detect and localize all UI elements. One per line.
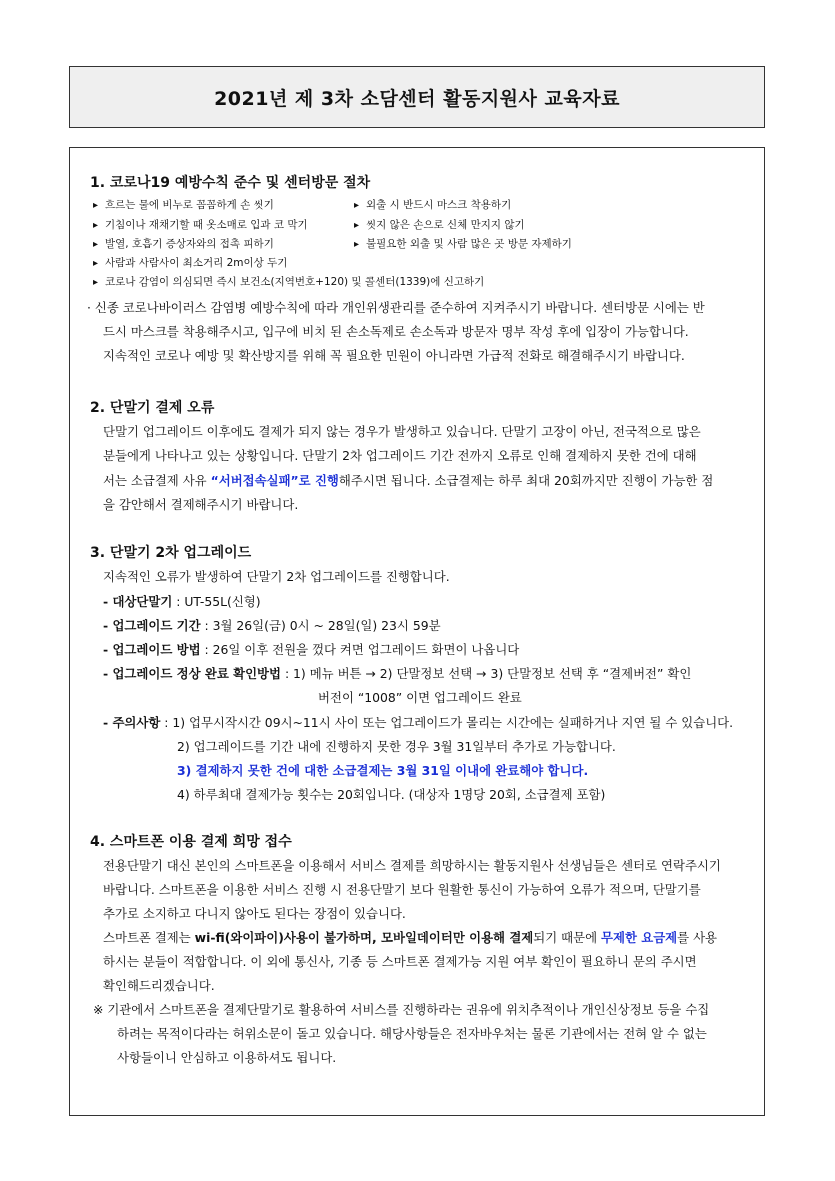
section-2-heading: 2. 단말기 결제 오류	[90, 400, 215, 416]
bullet-item: ▸ 코로나 감염이 의심되면 즉시 보건소(지역번호+120) 및 콜센터(1339)에 신고하기	[93, 274, 484, 289]
bullet-item: ▸ 씻지 않은 손으로 신체 만지지 않기	[354, 217, 525, 232]
notes-line: - 주의사항 : 1) 업무시작시간 09시~11시 사이 또는 업그레이드가 몰리는 시간에는 실패하거나 지연 될 수 있습니다.	[103, 715, 734, 730]
document-title: 2021년 제 3차 소담센터 활동지원사 교육자료	[214, 87, 620, 110]
upgrade-check: - 업그레이드 정상 완료 확인방법 : 1) 메뉴 버튼 → 2) 단말정보 선택 → 3) 단말정보 선택 후 “결제버전” 확인	[103, 666, 692, 681]
upgrade-method: - 업그레이드 방법 : 26일 이후 전원을 껐다 켜면 업그레이드 화면이 나옵니다	[103, 642, 520, 657]
bullet-item: ▸ 흐르는 물에 비누로 꼼꼼하게 손 씻기	[93, 197, 274, 212]
section-4-note: 하려는 목적이다라는 허위소문이 돌고 있습니다. 해당사항들은 전자바우처는 물론 기관에서는 전혀 알 수 없는	[117, 1026, 707, 1041]
section-4-text: 바랍니다. 스마트폰을 이용한 서비스 진행 시 전용단말기 보다 원활한 통신이 가능하여 오류가 적으며, 단말기를	[103, 882, 701, 897]
section-4-text: 확인해드리겠습니다.	[103, 978, 215, 993]
section-1-text: · 신종 코로나바이러스 감염병 예방수칙에 따라 개인위생관리를 준수하여 지켜주시기 바랍니다. 센터방문 시에는 반	[87, 300, 705, 315]
highlight-text: “서버접속실패”로 진행	[210, 473, 339, 488]
section-3-heading: 3. 단말기 2차 업그레이드	[90, 545, 252, 561]
section-4-text: 스마트폰 결제는 wi-fi(와이파이)사용이 불가하며, 모바일데이터만 이용해 결제되기 때문에 무제한 요금제를 사용	[103, 930, 718, 945]
section-1-heading: 1. 코로나19 예방수칙 준수 및 센터방문 절차	[90, 175, 371, 191]
section-4-heading: 4. 스마트폰 이용 결제 희망 접수	[90, 834, 292, 850]
upgrade-check-2: 버전이 “1008” 이면 업그레이드 완료	[318, 690, 522, 705]
section-3-intro: 지속적인 오류가 발생하여 단말기 2차 업그레이드를 진행합니다.	[103, 569, 450, 584]
section-4-text: 전용단말기 대신 본인의 스마트폰을 이용해서 서비스 결제를 희망하시는 활동지원사 선생님들은 센터로 연락주시기	[103, 858, 721, 873]
section-4-text: 추가로 소지하고 다니지 않아도 된다는 장점이 있습니다.	[103, 906, 406, 921]
section-2-text: 분들에게 나타나고 있는 상황입니다. 단말기 2차 업그레이드 기간 전까지 오류로 인해 결제하지 못한 건에 대해	[103, 448, 697, 463]
section-2-text: 을 감안해서 결제해주시기 바랍니다.	[103, 497, 299, 512]
upgrade-period: - 업그레이드 기간 : 3월 26일(금) 0시 ~ 28일(일) 23시 59분	[103, 618, 441, 633]
notes-line-highlight: 3) 결제하지 못한 건에 대한 소급결제는 3월 31일 이내에 완료해야 합니다.	[177, 763, 589, 778]
section-4-note: 사항들이니 안심하고 이용하셔도 됩니다.	[117, 1050, 337, 1065]
section-4-text: 하시는 분들이 적합합니다. 이 외에 통신사, 기종 등 스마트폰 결제가능 지원 여부 확인이 필요하니 문의 주시면	[103, 954, 697, 969]
section-1-text: 지속적인 코로나 예방 및 확산방지를 위해 꼭 필요한 민원이 아니라면 가급적 전화로 해결해주시기 바랍니다.	[103, 348, 685, 363]
notes-line: 4) 하루최대 결제가능 횟수는 20회입니다. (대상자 1명당 20회, 소급결제 포함)	[177, 787, 606, 802]
bullet-item: ▸ 불필요한 외출 및 사람 많은 곳 방문 자제하기	[354, 236, 572, 251]
bullet-item: ▸ 기침이나 재채기할 때 옷소매로 입과 코 막기	[93, 217, 308, 232]
section-2-text: 서는 소급결제 사유 “서버접속실패”로 진행해주시면 됩니다. 소급결제는 하루 최대 20회까지만 진행이 가능한 점	[103, 473, 714, 488]
notes-line: 2) 업그레이드를 기간 내에 진행하지 못한 경우 3월 31일부터 추가로 가능합니다.	[177, 739, 616, 754]
section-2-text: 단말기 업그레이드 이후에도 결제가 되지 않는 경우가 발생하고 있습니다. 단말기 고장이 아닌, 전국적으로 많은	[103, 424, 701, 439]
bullet-item: ▸ 외출 시 반드시 마스크 착용하기	[354, 197, 511, 212]
section-4-note: ※ 기관에서 스마트폰을 결제단말기로 활용하여 서비스를 진행하라는 권유에 위치추적이나 개인신상정보 등을 수집	[93, 1002, 710, 1017]
title-box	[69, 66, 765, 128]
bullet-item: ▸ 발열, 호흡기 증상자와의 접촉 피하기	[93, 236, 274, 251]
section-1-text: 드시 마스크를 착용해주시고, 입구에 비치 된 손소독제로 손소독과 방문자 명부 작성 후에 입장이 가능합니다.	[103, 324, 689, 339]
target-device: - 대상단말기 : UT-55L(신형)	[103, 594, 261, 609]
bullet-item: ▸ 사람과 사람사이 최소거리 2m이상 두기	[93, 255, 287, 270]
